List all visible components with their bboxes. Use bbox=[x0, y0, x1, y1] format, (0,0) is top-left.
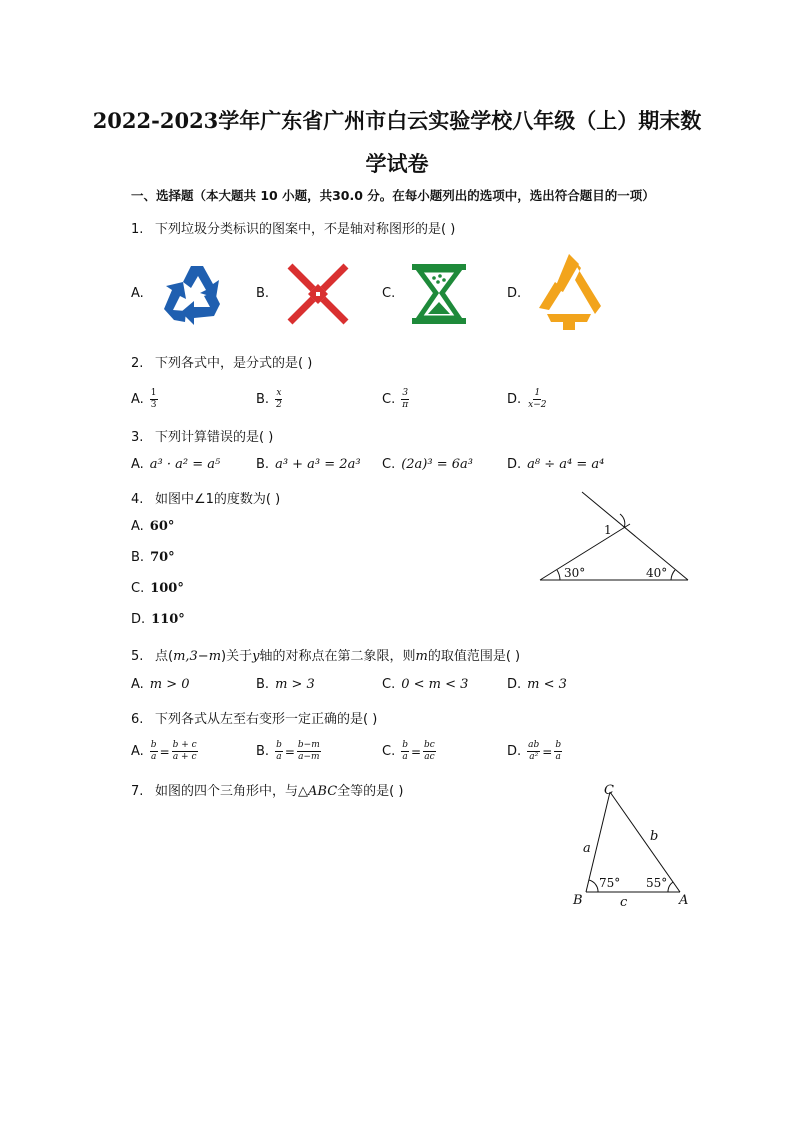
q2-option-b: B. $\frac{x}{2}$ bbox=[256, 388, 282, 410]
vertex-c-label: C bbox=[604, 783, 614, 798]
q2-option-a: A. $\frac{1}{3}$ bbox=[131, 388, 157, 410]
q3-option-c: C. (2a)³ = 6a³ bbox=[382, 457, 473, 472]
q1-option-a: A. bbox=[131, 286, 144, 301]
q1-option-c: C. bbox=[382, 286, 396, 301]
q2-option-d: D. $\frac{1}{x-2}$ bbox=[507, 388, 547, 410]
q3-option-a: A. a³ · a² = a⁵ bbox=[131, 457, 221, 472]
paper-title-line2: 学试卷 bbox=[365, 151, 429, 176]
angle-55-label: 55° bbox=[646, 876, 668, 890]
q4-triangle-figure bbox=[534, 488, 694, 588]
paper-title-line1: 2022-2023学年广东省广州市白云实验学校八年级（上）期末数 bbox=[92, 108, 702, 133]
vertex-a-label: A bbox=[679, 893, 689, 908]
q7-triangle-abc-figure bbox=[566, 778, 696, 914]
question-3: 3. 下列计算错误的是( ) bbox=[131, 430, 274, 445]
question-4: 4. 如图中∠1的度数为( ) bbox=[131, 492, 281, 507]
q5-option-d: D. m < 3 bbox=[507, 677, 567, 692]
question-1: 1. 下列垃圾分类标识的图案中，不是轴对称图形的是( ) bbox=[131, 222, 456, 237]
side-a-label: a bbox=[583, 841, 591, 856]
hourglass-icon bbox=[410, 262, 468, 326]
q1-option-b: B. bbox=[256, 286, 270, 301]
section-heading: 一、选择题（本大题共 10 小题，共30.0 分。在每小题列出的选项中，选出符合题目的一项） bbox=[131, 188, 655, 203]
q6-option-a: A. $\frac{b}{a}$ = $\frac{b + c}{a + c}$ bbox=[131, 740, 197, 762]
q2-option-c: C. $\frac{3}{\pi}$ bbox=[382, 388, 409, 410]
q4-option-a: A. 60° bbox=[131, 519, 175, 534]
q5-option-a: A. m > 0 bbox=[131, 677, 190, 692]
q5-option-b: B. m > 3 bbox=[256, 677, 315, 692]
q6-option-b: B. $\frac{b}{a}$ = $\frac{b-m}{a-m}$ bbox=[256, 740, 320, 762]
side-b-label: b bbox=[650, 829, 659, 844]
angle-30-label: 30° bbox=[564, 566, 586, 580]
question-6: 6. 下列各式从左至右变形一定正确的是( ) bbox=[131, 712, 378, 727]
angle-75-label: 75° bbox=[599, 876, 621, 890]
vertex-b-label: B bbox=[573, 893, 583, 908]
angle-1-label: 1 bbox=[604, 523, 612, 537]
q4-option-c: C. 100° bbox=[131, 581, 184, 596]
q6-option-c: C. $\frac{b}{a}$ = $\frac{bc}{ac}$ bbox=[382, 740, 435, 762]
q3-option-b: B. a³ + a³ = 2a³ bbox=[256, 457, 361, 472]
question-5: 5. 点(m,3−m)关于y轴的对称点在第二象限，则m的取值范围是( ) bbox=[131, 649, 521, 664]
q1-option-d: D. bbox=[507, 286, 522, 301]
q3-option-d: D. a⁸ ÷ a⁴ = a⁴ bbox=[507, 457, 605, 472]
q6-option-d: D. $\frac{ab}{\text{a²}}$ = $\frac{b}{a}$ bbox=[507, 740, 562, 762]
question-2: 2. 下列各式中，是分式的是( ) bbox=[131, 356, 313, 371]
question-7: 7. 如图的四个三角形中，与△ABC全等的是( ) bbox=[131, 784, 404, 799]
triangle-arrow-icon bbox=[535, 252, 603, 332]
q5-option-c: C. 0 < m < 3 bbox=[382, 677, 469, 692]
angle-40-label: 40° bbox=[646, 566, 668, 580]
q4-option-d: D. 110° bbox=[131, 612, 185, 627]
q4-option-b: B. 70° bbox=[131, 550, 175, 565]
cross-arrows-icon bbox=[286, 262, 350, 326]
side-c-label: c bbox=[620, 895, 628, 910]
recycle-icon bbox=[156, 262, 226, 330]
